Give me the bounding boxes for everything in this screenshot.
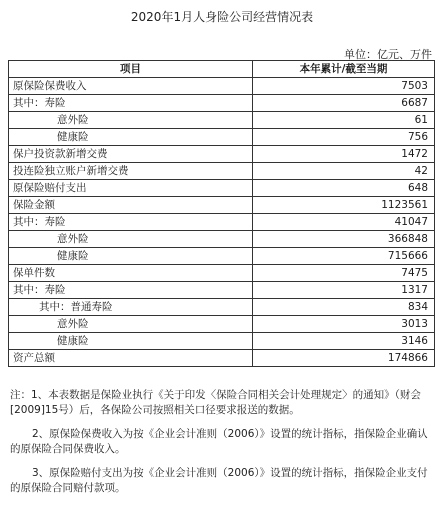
row-value: 366848 xyxy=(253,231,435,248)
unit-label: 单位：亿元、万件 xyxy=(344,48,432,61)
row-label: 健康险 xyxy=(9,248,253,265)
table-row xyxy=(9,333,435,350)
table-row xyxy=(9,180,435,197)
row-value: 1123561 xyxy=(253,197,435,214)
row-value: 1472 xyxy=(253,146,435,163)
table-row xyxy=(9,146,435,163)
table-row xyxy=(9,95,435,112)
row-label: 健康险 xyxy=(9,333,253,350)
note-1: 注：1、本表数据是保险业执行《关于印发〈保险合同相关会计处理规定〉的通知》（财会[2009]15号）后，各保险公司按照相关口径要求报送的数据。 xyxy=(10,389,421,416)
row-value: 41047 xyxy=(253,214,435,231)
row-label: 其中：寿险 xyxy=(9,95,253,112)
row-label: 意外险 xyxy=(9,316,253,333)
row-value: 648 xyxy=(253,180,435,197)
row-label: 意外险 xyxy=(9,112,253,129)
table-row xyxy=(9,265,435,282)
row-label: 其中：寿险 xyxy=(9,214,253,231)
row-label: 其中：普通寿险 xyxy=(9,299,253,316)
row-label: 原保险赔付支出 xyxy=(9,180,253,197)
row-value: 42 xyxy=(253,163,435,180)
row-value: 3013 xyxy=(253,316,435,333)
table-row xyxy=(9,112,435,129)
row-label: 投连险独立账户新增交费 xyxy=(9,163,253,180)
row-label: 保户投资款新增交费 xyxy=(9,146,253,163)
row-label: 健康险 xyxy=(9,129,253,146)
row-value: 756 xyxy=(253,129,435,146)
table-row xyxy=(9,350,435,367)
row-value: 1317 xyxy=(253,282,435,299)
row-label: 保险金额 xyxy=(9,197,253,214)
table-row xyxy=(9,316,435,333)
row-label: 保单件数 xyxy=(9,265,253,282)
row-value: 3146 xyxy=(253,333,435,350)
table-row xyxy=(9,231,435,248)
insurance-report-table xyxy=(8,60,435,367)
row-value: 6687 xyxy=(253,95,435,112)
row-value: 174866 xyxy=(253,350,435,367)
row-label: 资产总额 xyxy=(9,350,253,367)
table-row xyxy=(9,248,435,265)
table-row xyxy=(9,129,435,146)
table-header-row xyxy=(9,61,435,78)
table-row xyxy=(9,214,435,231)
table-row xyxy=(9,197,435,214)
table-row xyxy=(9,282,435,299)
column-header-item: 项目 xyxy=(9,61,253,78)
row-value: 7503 xyxy=(253,78,435,95)
row-label: 其中：寿险 xyxy=(9,282,253,299)
table-row xyxy=(9,78,435,95)
row-label: 原保险保费收入 xyxy=(9,78,253,95)
row-value: 834 xyxy=(253,299,435,316)
row-value: 61 xyxy=(253,112,435,129)
row-value: 7475 xyxy=(253,265,435,282)
table-row xyxy=(9,163,435,180)
note-2: 2、原保险保费收入为按《企业会计准则（2006）》设置的统计指标，指保险企业确认的原保险合同保费收入。 xyxy=(10,428,428,455)
row-value: 715666 xyxy=(253,248,435,265)
notes-section xyxy=(10,388,434,505)
table-row xyxy=(9,299,435,316)
column-header-cumulative: 本年累计/截至当期 xyxy=(253,61,435,78)
row-label: 意外险 xyxy=(9,231,253,248)
report-title: 2020年1月人身险公司经营情况表 xyxy=(130,10,314,24)
note-3: 3、原保险赔付支出为按《企业会计准则（2006）》设置的统计指标，指保险企业支付的原保险合同赔付款项。 xyxy=(10,467,428,494)
